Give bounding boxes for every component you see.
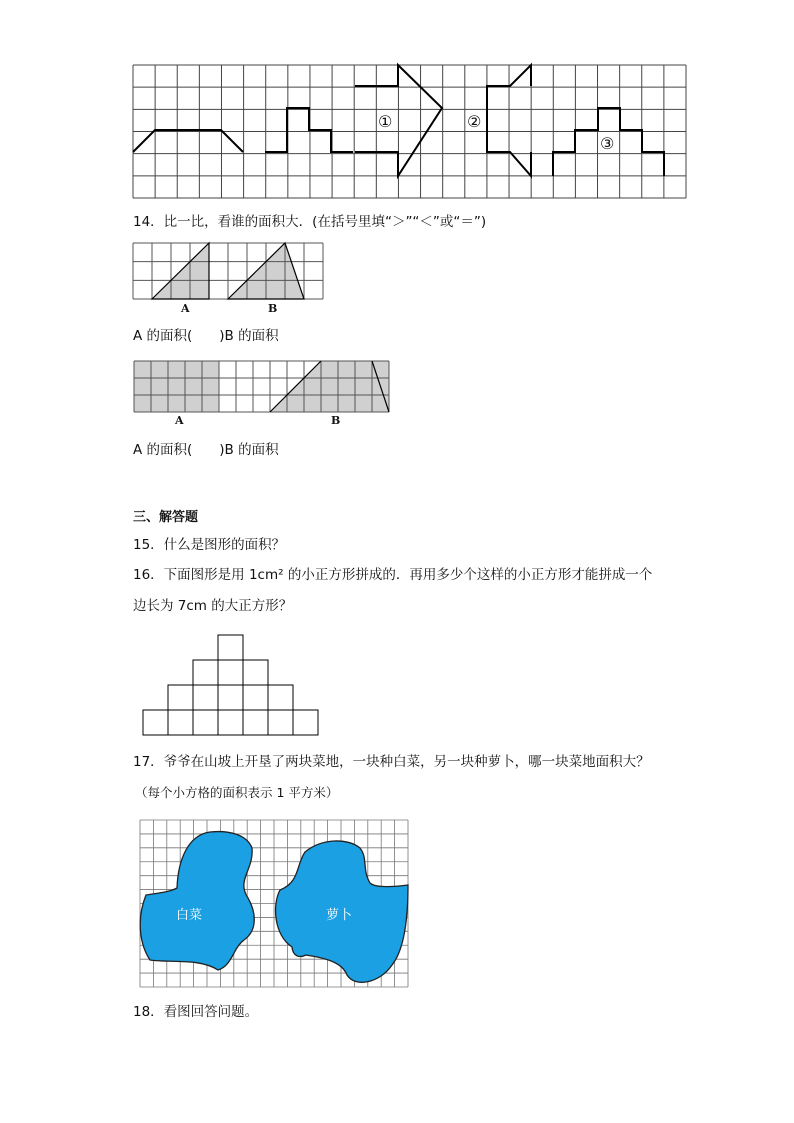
unit-square xyxy=(168,710,193,735)
unit-square xyxy=(243,660,268,685)
q14-prompt: 14．比一比，看谁的面积大．(在括号里填“＞”“＜”或“＝”) xyxy=(133,214,487,230)
unit-square xyxy=(193,710,218,735)
q17-line-2: （每个小方格的面积表示 1 平方米） xyxy=(135,785,339,800)
q14-fig2-para-b xyxy=(270,361,389,412)
q14-fig1-label-b: B xyxy=(268,302,278,315)
shape-label-1: ① xyxy=(378,112,393,131)
unit-square xyxy=(168,685,193,710)
q14-fig2-label-a: A xyxy=(175,414,184,427)
section-heading: 三、解答题 xyxy=(133,510,199,525)
unit-square xyxy=(268,710,293,735)
q16-line-2: 边长为 7cm 的大正方形？ xyxy=(133,598,293,614)
q14-fig2-rect-a xyxy=(134,361,219,412)
q14-answer-1: A 的面积( )B 的面积 xyxy=(133,328,279,344)
unit-square xyxy=(193,685,218,710)
q16-line-1: 16．下面图形是用 1cm² 的小正方形拼成的．再用多少个这样的小正方形才能拼成一个 xyxy=(133,567,653,583)
top-shapes-grid-figure xyxy=(0,0,794,210)
unit-square xyxy=(218,685,243,710)
shape-label-2: ② xyxy=(467,112,482,131)
cabbage-label: 白菜 xyxy=(176,908,203,923)
unit-square xyxy=(293,710,318,735)
unit-square xyxy=(218,660,243,685)
cabbage-plot xyxy=(140,832,254,970)
q17-line-1: 17．爷爷在山坡上开垦了两块菜地，一块种白菜，另一块种萝卜，哪一块菜地面积大？ xyxy=(133,754,650,770)
unit-square xyxy=(243,685,268,710)
q15-text: 15．什么是图形的面积？ xyxy=(133,537,286,553)
unit-square xyxy=(218,710,243,735)
q18-text: 18．看图回答问题。 xyxy=(133,1004,259,1020)
q14-figure-2 xyxy=(134,361,394,416)
q14-fig2-label-b: B xyxy=(331,414,341,427)
q17-vegetable-plots-figure xyxy=(0,815,794,995)
shape-label-3: ③ xyxy=(600,134,615,153)
top-shape-0 xyxy=(133,130,243,152)
unit-square xyxy=(193,660,218,685)
q14-figure-1 xyxy=(133,243,333,313)
unit-square xyxy=(143,710,168,735)
radish-label: 萝卜 xyxy=(326,908,353,923)
q16-staircase-figure xyxy=(0,630,794,740)
unit-square xyxy=(268,685,293,710)
q14-answer-2: A 的面积( )B 的面积 xyxy=(133,442,279,458)
top-shape-1 xyxy=(265,108,353,152)
unit-square xyxy=(243,710,268,735)
unit-square xyxy=(218,635,243,660)
q14-fig1-label-a: A xyxy=(181,302,190,315)
